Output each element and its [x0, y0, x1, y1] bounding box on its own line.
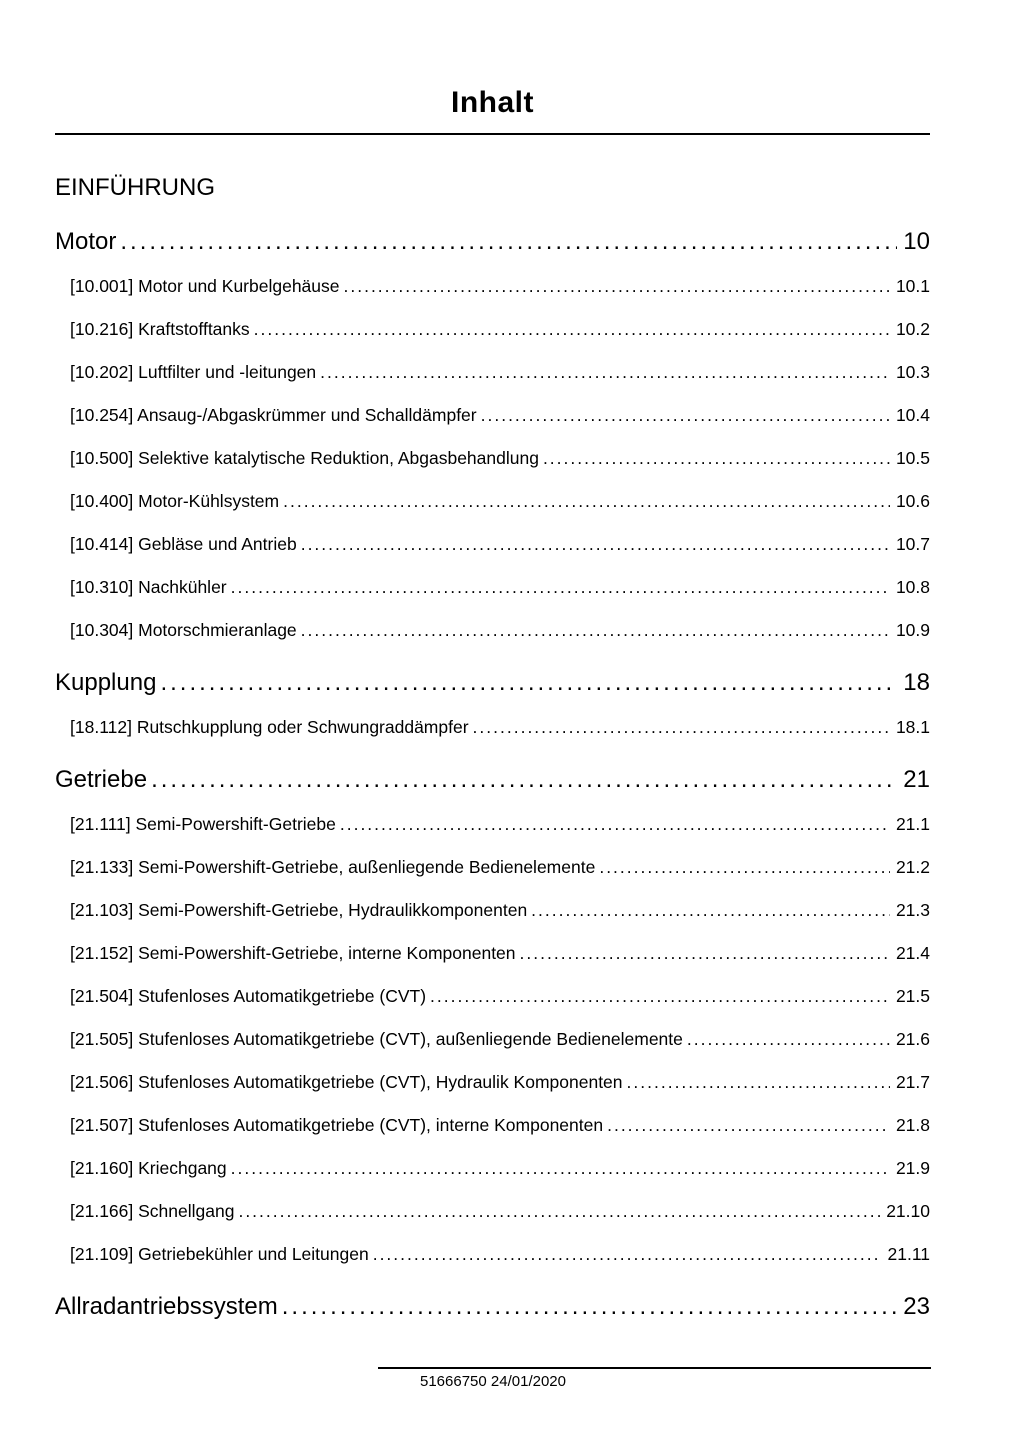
- leader-dots: [687, 1018, 890, 1061]
- leader-dots: [160, 660, 897, 706]
- toc-item-page: 10.1: [895, 276, 930, 296]
- toc-item-entry: [55, 1104, 930, 1147]
- title-divider: [55, 133, 930, 135]
- leader-dots: [254, 308, 890, 351]
- toc-section-entry: [55, 1284, 930, 1330]
- leader-dots: [151, 757, 897, 803]
- toc-item-title: [10.400] Motor-Kühlsystem: [70, 491, 280, 511]
- toc-item-page: 21.11: [887, 1244, 930, 1264]
- leader-dots: [543, 437, 890, 480]
- leader-dots: [231, 566, 890, 609]
- toc-section: [55, 219, 930, 652]
- toc-item-entry: [55, 1233, 930, 1276]
- toc-item-title: [21.160] Kriechgang: [70, 1158, 227, 1178]
- toc-item-entry: [55, 889, 930, 932]
- toc-item-title: [18.112] Rutschkupplung oder Schwungraddämpfer: [70, 717, 469, 737]
- toc-item-page: 21.10: [886, 1201, 930, 1221]
- toc-item-title: [21.152] Semi-Powershift-Getriebe, interne Komponenten: [70, 943, 516, 963]
- toc-section: [55, 1284, 930, 1330]
- toc-item-entry: [55, 1190, 930, 1233]
- toc-item-entry: [55, 480, 930, 523]
- leader-dots: [473, 706, 890, 749]
- toc-section-items: [55, 706, 930, 749]
- toc-item-entry: [55, 308, 930, 351]
- toc-section-entry: [55, 219, 930, 265]
- toc-section-title: Allradantriebssystem: [55, 1293, 278, 1320]
- toc-section-entry: [55, 660, 930, 706]
- toc-item-page: 10.2: [895, 319, 930, 339]
- toc-item-page: 10.7: [895, 534, 930, 554]
- toc-item-entry: [55, 846, 930, 889]
- toc-section-title: Motor: [55, 228, 117, 255]
- leader-dots: [301, 609, 890, 652]
- toc-item-page: 10.4: [895, 405, 930, 425]
- leader-dots: [373, 1233, 882, 1276]
- leader-dots: [238, 1190, 880, 1233]
- toc-section-title: Getriebe: [55, 766, 148, 793]
- toc-item-title: [10.414] Gebläse und Antrieb: [70, 534, 297, 554]
- leader-dots: [340, 803, 890, 846]
- toc-item-title: [21.103] Semi-Powershift-Getriebe, Hydraulikkomponenten: [70, 900, 528, 920]
- toc-item-entry: [55, 975, 930, 1018]
- page-title: Inhalt: [451, 86, 534, 119]
- toc-item-title: [10.001] Motor und Kurbelgehäuse: [70, 276, 340, 296]
- toc-item-entry: [55, 803, 930, 846]
- toc-item-title: [10.310] Nachkühler: [70, 577, 227, 597]
- leader-dots: [320, 351, 890, 394]
- toc-item-page: 21.6: [895, 1029, 930, 1049]
- toc: [55, 165, 930, 1330]
- toc-section-items: [55, 265, 930, 652]
- toc-item-page: 18.1: [895, 717, 930, 737]
- toc-section-title: EINFÜHRUNG: [55, 174, 215, 201]
- toc-item-title: [21.111] Semi-Powershift-Getriebe: [70, 814, 336, 834]
- toc-section-title: Kupplung: [55, 669, 157, 696]
- footer-divider: [378, 1367, 931, 1369]
- toc-item-page: 10.9: [895, 620, 930, 640]
- toc-item-entry: [55, 1061, 930, 1104]
- toc-item-page: 21.4: [895, 943, 930, 963]
- toc-item-entry: [55, 566, 930, 609]
- toc-item-title: [21.504] Stufenloses Automatikgetriebe (CVT): [70, 986, 427, 1006]
- toc-item-page: 21.9: [895, 1158, 930, 1178]
- toc-section-page: 18: [903, 669, 930, 696]
- toc-item-title: [10.304] Motorschmieranlage: [70, 620, 297, 640]
- leader-dots: [430, 975, 890, 1018]
- leader-dots: [481, 394, 890, 437]
- toc-item-entry: [55, 1147, 930, 1190]
- toc-item-title: [21.109] Getriebekühler und Leitungen: [70, 1244, 369, 1264]
- toc-item-entry: [55, 265, 930, 308]
- leader-dots: [344, 265, 890, 308]
- toc-section-entry: [55, 757, 930, 803]
- toc-item-title: [21.506] Stufenloses Automatikgetriebe (CVT), Hydraulik Komponenten: [70, 1072, 623, 1092]
- toc-section-items: [55, 803, 930, 1276]
- leader-dots: [301, 523, 890, 566]
- toc-item-title: [21.507] Stufenloses Automatikgetriebe (CVT), interne Komponenten: [70, 1115, 604, 1135]
- toc-section-entry: [55, 165, 930, 211]
- toc-item-page: 21.5: [895, 986, 930, 1006]
- toc-item-title: [10.500] Selektive katalytische Reduktion, Abgasbehandlung: [70, 448, 539, 468]
- toc-item-page: 10.3: [895, 362, 930, 382]
- toc-item-entry: [55, 932, 930, 975]
- toc-item-entry: [55, 351, 930, 394]
- leader-dots: [627, 1061, 890, 1104]
- toc-item-page: 10.6: [895, 491, 930, 511]
- toc-section-page: 21: [903, 766, 930, 793]
- leader-dots: [599, 846, 890, 889]
- toc-item-title: [21.505] Stufenloses Automatikgetriebe (CVT), außenliegende Bedienelemente: [70, 1029, 683, 1049]
- leader-dots: [282, 1284, 898, 1330]
- toc-item-page: 21.1: [895, 814, 930, 834]
- toc-item-page: 21.3: [895, 900, 930, 920]
- toc-item-page: 21.2: [895, 857, 930, 877]
- leader-dots: [520, 932, 890, 975]
- toc-item-title: [21.166] Schnellgang: [70, 1201, 235, 1221]
- toc-item-entry: [55, 706, 930, 749]
- toc-section-page: 23: [903, 1293, 930, 1320]
- leader-dots: [231, 1147, 890, 1190]
- leader-dots: [120, 219, 897, 265]
- toc-item-title: [10.254] Ansaug-/Abgaskrümmer und Schalldämpfer: [70, 405, 477, 425]
- toc-item-title: [10.202] Luftfilter und -leitungen: [70, 362, 317, 382]
- leader-dots: [607, 1104, 890, 1147]
- toc-item-page: 10.8: [895, 577, 930, 597]
- toc-item-entry: [55, 1018, 930, 1061]
- toc-section: [55, 660, 930, 749]
- toc-item-page: 10.5: [895, 448, 930, 468]
- toc-item-entry: [55, 523, 930, 566]
- leader-dots: [283, 480, 890, 523]
- toc-item-entry: [55, 394, 930, 437]
- toc-section: [55, 757, 930, 1276]
- toc-section-page: 10: [903, 228, 930, 255]
- footer-text: 51666750 24/01/2020: [420, 1373, 566, 1390]
- toc-item-page: 21.8: [895, 1115, 930, 1135]
- toc-item-entry: [55, 437, 930, 480]
- toc-item-title: [10.216] Kraftstofftanks: [70, 319, 250, 339]
- toc-item-page: 21.7: [895, 1072, 930, 1092]
- toc-item-title: [21.133] Semi-Powershift-Getriebe, außenliegende Bedienelemente: [70, 857, 596, 877]
- toc-section: [55, 165, 930, 211]
- toc-item-entry: [55, 609, 930, 652]
- leader-dots: [531, 889, 890, 932]
